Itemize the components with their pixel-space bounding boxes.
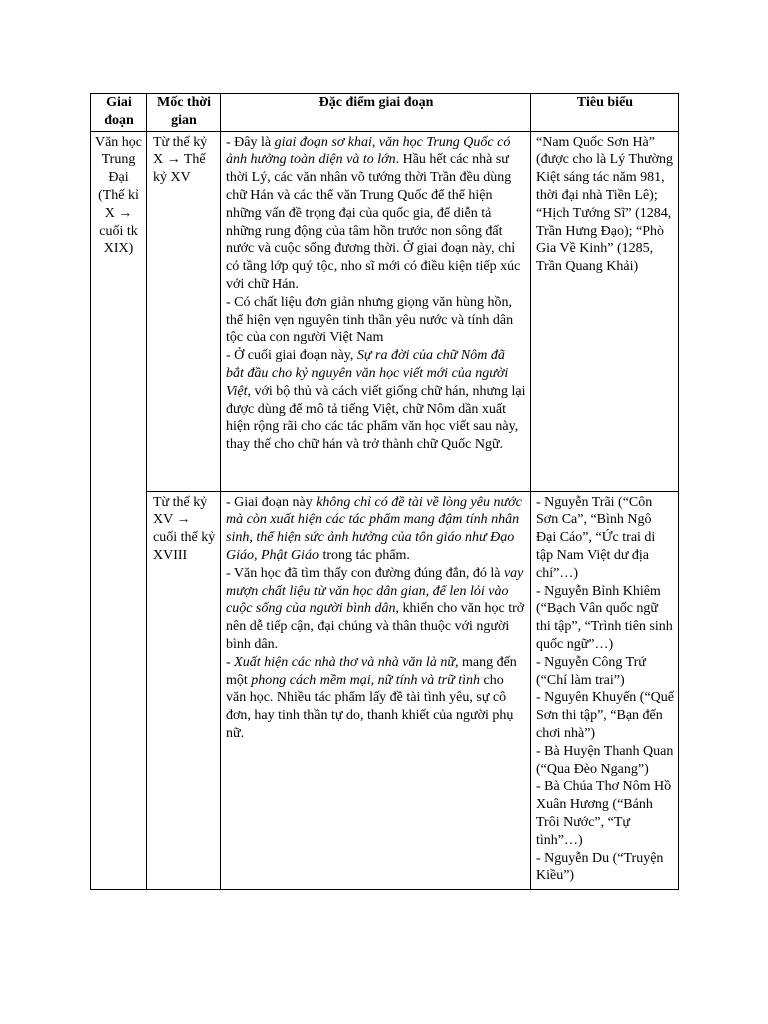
examples-cell (531, 131, 679, 491)
milestone-cell: Từ thế kỷ X → Thế kỷ XV (147, 131, 221, 491)
body-text: - Đây là (226, 134, 275, 150)
example-entry: “Nam Quốc Sơn Hà” (được cho là Lý Thường Kiệt sáng tác năm 981, thời đại nhà Tiền Lê); “Hịch Tướng Sĩ” (1284, Trần Hưng Đạo); “Phò Gia Về Kinh” (1285, Trần Quang Khải) (536, 134, 674, 275)
header-period: Giai đoạn (91, 94, 147, 132)
example-entry: - Nguyễn Công Trứ (“Chí làm trai”) (536, 654, 646, 688)
example-entry: - Nguyễn Du (“Truyện Kiều”) (536, 850, 664, 884)
emphasized-text: giai đoạn sơ khai, văn học Trung Quốc có ảnh hưởng toàn diện và to lớn (226, 134, 511, 168)
header-milestone: Mốc thời gian (147, 94, 221, 132)
body-text: cho văn học. Nhiều tác phẩm lấy đề tài tình yêu, sự cô đơn, hay tinh thần tự do, thanh khiết của người phụ nữ. (226, 672, 514, 741)
features-cell (221, 491, 531, 890)
body-text: - (226, 654, 235, 670)
examples-cell (531, 491, 679, 890)
body-text: trong tác phẩm. (318, 547, 410, 563)
emphasized-text: vay mượn chất liệu từ văn học dân gian, để len lỏi vào cuộc sống của người bình dân (226, 565, 524, 617)
body-text: - Ở cuối giai đoạn này, (226, 348, 357, 364)
body-text: , khiến cho văn học trở nên dễ tiếp cận, đại chúng và thân thuộc với người bình dân. (226, 601, 525, 652)
table-row (91, 131, 679, 491)
body-text: - Văn học đã tìm thấy con đường đúng đắn, đó là (226, 565, 504, 581)
emphasized-text: không chỉ có đề tài về lòng yêu nước mà còn xuất hiện các tác phẩm mang đậm tính nhân sinh, thể hiện sức ảnh hưởng của tôn giáo như Đạo Giáo, Phật Giáo (226, 494, 522, 563)
header-examples: Tiêu biểu (531, 94, 679, 132)
body-text: - Có chất liệu đơn giản nhưng giọng văn hùng hồn, thể hiện vẹn nguyên tinh thần yêu nước và tính dân tộc của con người Việt Nam (226, 294, 514, 346)
body-text: , với bộ thủ và cách viết giống chữ hán, nhưng lại được dùng để mô tả tiếng Việt, chữ Nôm dần xuất hiện rộng rãi cho các tác phẩm văn học viết sau này, thay thế cho chữ hán và trở thành chữ Quốc Ngữ. (226, 383, 526, 453)
body-text: - Giai đoạn này (226, 494, 317, 510)
table-header-row (91, 94, 679, 132)
header-features: Đặc điểm giai đoạn (221, 94, 531, 132)
body-text: . Hầu hết các nhà sư thời Lý, các văn nhân võ tướng thời Trần đều dùng chữ Hán và các thể văn Trung Quốc để thể hiện những vấn đề trọng đại của quốc gia, để diễn tả những rung động của tâm hồn trước non sông đất nước và cuộc sống đương thời. Ở giai đoạn này, chỉ có tầng lớp quý tộc, nho sĩ mới có điều kiện tiếp xúc với chữ Hán. (226, 152, 521, 292)
emphasized-text: Sự ra đời của chữ Nôm đã bắt đầu cho kỷ nguyên văn học viết mới của người Việt (226, 348, 509, 399)
example-entry: - Bà Chúa Thơ Nôm Hồ Xuân Hương (“Bánh Trôi Nước”, “Tự tình”…) (536, 779, 672, 848)
emphasized-text: Xuất hiện các nhà thơ và nhà văn là nữ (234, 654, 455, 670)
emphasized-text: phong cách mềm mại, nữ tính và trữ tình (251, 672, 481, 688)
example-entry: - Nguyễn Trãi (“Côn Sơn Ca”, “Bình Ngô Đại Cáo”, “Ức trai di tập Nam Việt dư địa chí”…) (536, 494, 656, 581)
milestone-cell: Từ thế kỷ XV → cuối thế kỷ XVIII (147, 491, 221, 890)
example-entry: - Nguyễn Bỉnh Khiêm (“Bạch Vân quốc ngữ thi tập”, “Trình tiên sinh quốc ngữ”…) (536, 583, 673, 652)
period-name-cell: Văn học Trung Đại (Thế kỉ X → cuối tk XIX) (91, 131, 147, 890)
features-cell (221, 131, 531, 491)
example-entry: - Nguyên Khuyến (“Quế Sơn thi tập”, “Bạn đến chơi nhà”) (536, 690, 675, 741)
literature-periods-table (90, 93, 679, 890)
example-entry: - Bà Huyện Thanh Quan (“Qua Đèo Ngang”) (536, 743, 674, 777)
table-row (91, 491, 679, 890)
body-text: , mang đến một (226, 654, 517, 688)
